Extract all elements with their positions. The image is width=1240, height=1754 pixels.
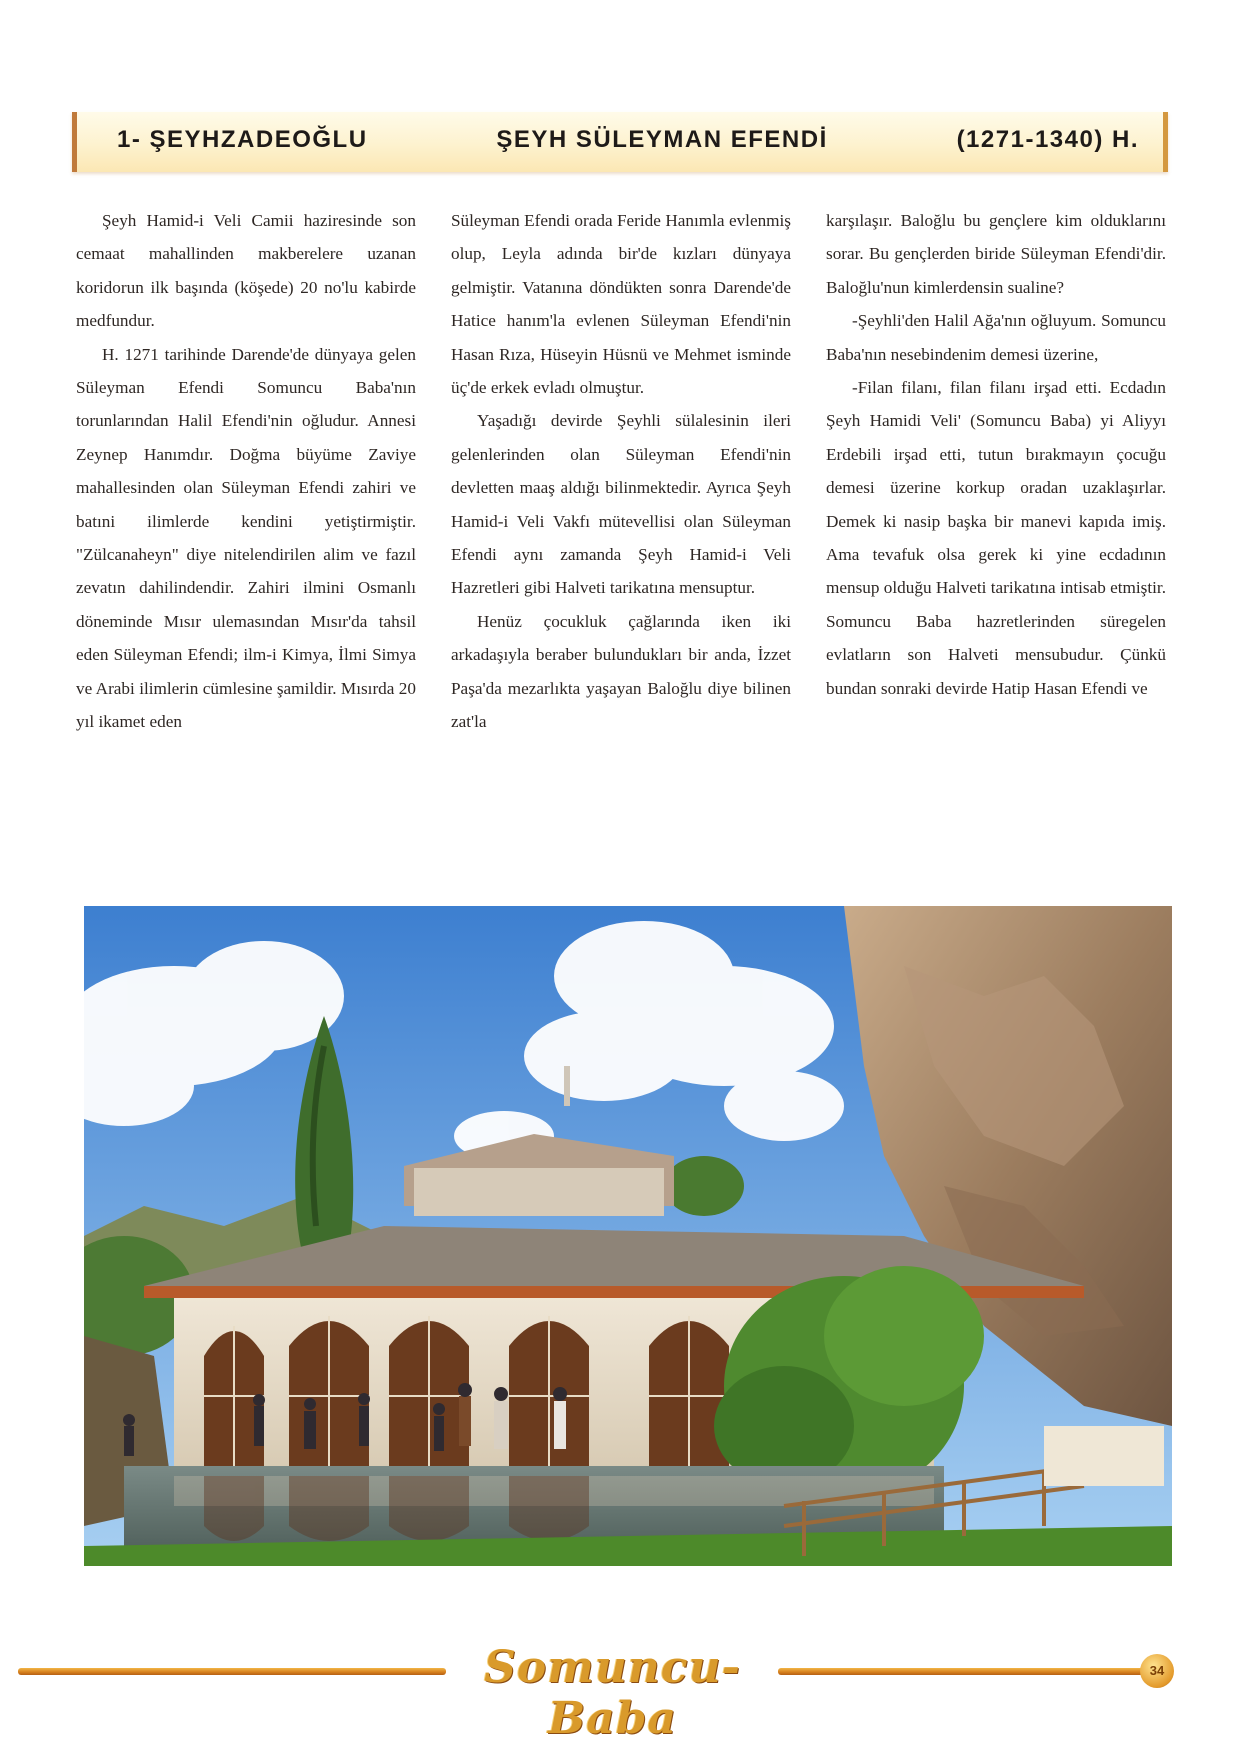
text-column-1: [76, 204, 416, 894]
text-column-3: [826, 204, 1166, 894]
paragraph: -Şeyhli'den Halil Ağa'nın oğluyum. Somuncu Baba'nın nesebindenim demesi üzerine,: [826, 311, 1166, 364]
title-part-person: ŞEYH SÜLEYMAN EFENDİ: [496, 126, 828, 153]
title-part-dates: (1271-1340) H.: [956, 126, 1139, 153]
mosque-photo: [84, 906, 1172, 1566]
paragraph: H. 1271 tarihinde Darende'de dünyaya gelen Süleyman Efendi Somuncu Baba'nın torunlarından Halil Efendi'nin oğludur. Annesi Zeynep Hanımdır. Doğma büyüme Zaviye mahallesinden olan Süleyman Efendi zahiri ve batıni ilimlerde kendini yetiştirmiştir. "Zülcanaheyn" diye nitelendirilen alim ve fazıl zevatın dahilindendir. Zahiri ilmini Osmanlı döneminde Mısır ulemasından Mısır'da tahsil eden Süleyman Efendi; ilm-i Kimya, İlmi Simya ve Arabi ilimlerin cümlesine şamildir. Mısırda 20 yıl ikamet eden: [76, 344, 416, 732]
paragraph: karşılaşır. Baloğlu bu gençlere kim olduklarını sorar. Bu gençlerden biride Süleyman Efendi'dir. Baloğlu'nun kimlerdensin sualine?: [826, 211, 1166, 297]
paragraph: -Filan filanı, filan filanı irşad etti. Ecdadın Şeyh Hamidi Veli' (Somuncu Baba) yi Aliyyı Erdebili irşad etti, tutun bırakmayın çocuğu demesi üzerine korkup oradan uzaklaşırlar. Demek ki nasip başka bir manevi kapıda imiş. Ama tevafuk olsa gerek ki yine ecdadının mensup olduğu Halveti tarikatına intisab etmiştir. Somuncu Baba hazretlerinden süregelen evlatların son Halveti mensubudur. Çünkü bundan sonraki devirde Hatip Hasan Efendi ve: [826, 378, 1166, 698]
title-part-name: 1- ŞEYHZADEOĞLU: [117, 126, 368, 153]
paragraph: Yaşadığı devirde Şeyhli sülalesinin ileri gelenlerinden olan Süleyman Efendi'nin devletten maaş aldığı bilinmektedir. Ayrıca Şeyh Hamid-i Veli Vakfı mütevellisi olan Süleyman Efendi aynı zamanda Şeyh Hamid-i Veli Hazretleri gibi Halveti tarikatına mensuptur.: [451, 411, 791, 598]
footer-rule-left: [18, 1668, 446, 1675]
paragraph: Henüz çocukluk çağlarında iken iki arkadaşıyla beraber bulundukları bir anda, İzzet Paşa'da mezarlıkta yaşayan Baloğlu diye bilinen zat'la: [451, 611, 791, 732]
white-canopy: [1044, 1426, 1164, 1486]
article-header-bar: [72, 112, 1168, 172]
paragraph: Süleyman Efendi orada Feride Hanımla evlenmiş olup, Leyla adında bir'de kızları dünyaya gelmiştir. Vatanına döndükten sonra Darende'de Hatice hanım'la evlenen Süleyman Efendi'nin Hasan Rıza, Hüseyin Hüsnü ve Mehmet isminde üç'de erkek evladı olmuştur.: [451, 211, 791, 398]
article-body: [76, 204, 1166, 894]
page-footer: [0, 1636, 1240, 1744]
text-column-2: [451, 204, 791, 894]
page-number: 34: [1140, 1654, 1174, 1688]
article-title: [117, 126, 1139, 154]
mosque-illustration: [84, 906, 1172, 1566]
paragraph: Şeyh Hamid-i Veli Camii haziresinde son cemaat mahallinden makberelere uzanan koridorun ilk başında (köşede) 20 no'lu kabirde medfundur.: [76, 211, 416, 331]
footer-rule-right: [778, 1668, 1148, 1675]
magazine-logo: Somuncu-Baba: [484, 1642, 741, 1744]
